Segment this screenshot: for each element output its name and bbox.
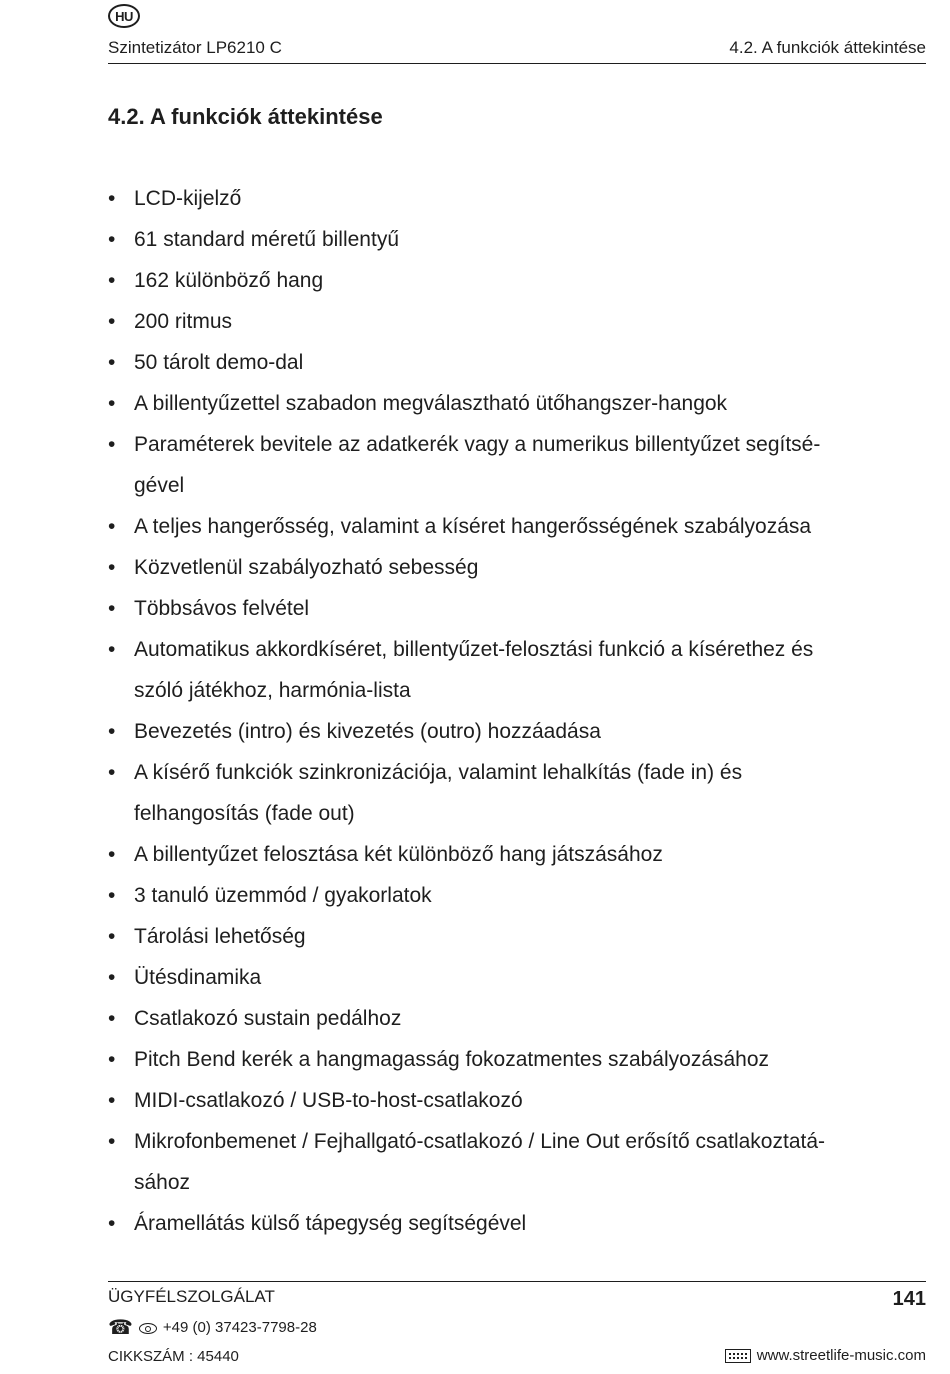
language-badge: HU [108,4,140,28]
list-item: • Többsávos felvétel [108,588,926,629]
list-item: • Paraméterek bevitele az adatkerék vagy a numerikus billentyűzet segítsé- gével [108,424,926,506]
list-item: • Mikrofonbemenet / Fejhallgató-csatlakozó / Line Out erősítő csatlakoztatá- sához [108,1121,926,1203]
list-item: • A billentyűzet felosztása két különböző hang játszásához [108,834,926,875]
list-item: • Tárolási lehetőség [108,916,926,957]
list-item: • Ütésdinamika [108,957,926,998]
footer-website-line [725,1346,926,1366]
list-item: • A billentyűzettel szabadon megválasztható ütőhangszer-hangok [108,383,926,424]
list-item: • MIDI-csatlakozó / USB-to-host-csatlakozó [108,1080,926,1121]
list-item: • Pitch Bend kerék a hangmagasság fokozatmentes szabályozásához [108,1039,926,1080]
list-item: • A teljes hangerősség, valamint a kíséret hangerősségének szabályozása [108,506,926,547]
footer-service-label: ÜGYFÉLSZOLGÁLAT [108,1287,275,1306]
footer-divider [108,1281,926,1282]
feature-list [108,178,926,1244]
footer-website[interactable]: www.streetlife-music.com [756,1347,926,1364]
page-title: 4.2. A funkciók áttekintése [108,104,383,129]
header-divider [108,63,926,64]
list-item: • 162 különböző hang [108,260,926,301]
list-item: • Áramellátás külső tápegység segítségével [108,1203,926,1244]
list-item: • 50 tárolt demo-dal [108,342,926,383]
footer-article-number: CIKKSZÁM : 45440 [108,1348,239,1365]
list-item: • 3 tanuló üzemmód / gyakorlatok [108,875,926,916]
page-number: 141 [892,1288,926,1310]
footer-phone-line [108,1318,317,1338]
list-item: • Csatlakozó sustain pedálhoz [108,998,926,1039]
header-section-name: 4.2. A funkciók áttekintése [729,38,926,57]
header-product-name: Szintetizátor LP6210 C [108,38,282,57]
list-item: • Közvetlenül szabályozható sebesség [108,547,926,588]
list-item: • 61 standard méretű billentyű [108,219,926,260]
phone-icon: ☎ [108,1317,133,1339]
list-item: • 200 ritmus [108,301,926,342]
list-item: • Bevezetés (intro) és kivezetés (outro) hozzáadása [108,711,926,752]
keyboard-icon [725,1349,751,1363]
list-item: • LCD-kijelző [108,178,926,219]
list-item: • Automatikus akkordkíséret, billentyűzet-felosztási funkció a kísérethez és szóló játékhoz, harmónia-lista [108,629,926,711]
footer-phone-number: +49 (0) 37423-7798-28 [162,1319,317,1336]
list-item: • A kísérő funkciók szinkronizációja, valamint lehalkítás (fade in) és felhangosítás (fade out) [108,752,926,834]
fax-icon [139,1323,157,1334]
